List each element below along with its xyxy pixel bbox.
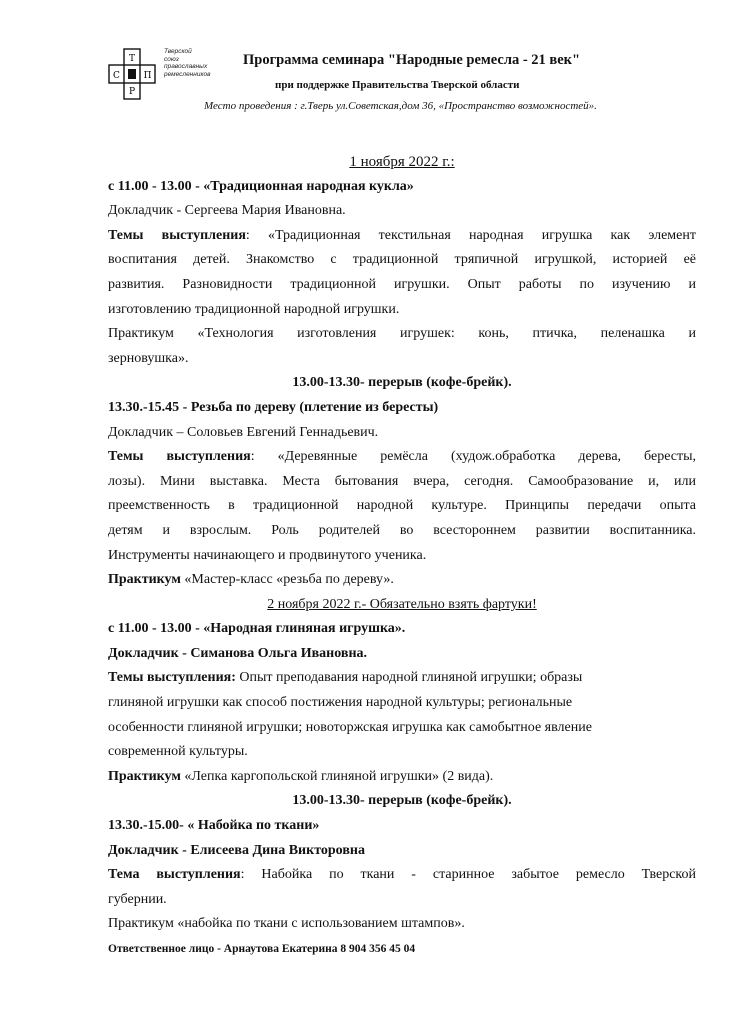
day1-session1-practice-line: Практикум «Технология изготовления игрушек: конь, птичка, пеленашка и: [108, 326, 696, 342]
day1-session1-time: с 11.00 - 13.00 - «Традиционная народная кукла»: [108, 178, 414, 194]
day1-session2-topics-line: детям и взрослым. Роль родителей во всестороннем развитии воспитанника.: [108, 522, 696, 538]
contact-footer: Ответственное лицо - Арнаутова Екатерина 8 904 356 45 04: [108, 943, 416, 955]
document-header: [108, 44, 708, 124]
day2-session1-time: с 11.00 - 13.00 - «Народная глиняная игрушка».: [108, 621, 406, 637]
day1-session1-topics-line: воспитания детей. Знакомство с традиционной тряпичной игрушкой, историей её: [108, 252, 696, 268]
day2-session2-speaker: Докладчик - Елисеева Дина Викторовна: [108, 842, 365, 858]
day2-session1-topics-line: современной культуры.: [108, 744, 248, 760]
topics-label: Темы выступления: [108, 449, 251, 465]
day2-session1-speaker: Докладчик - Симанова Ольга Ивановна.: [108, 645, 368, 661]
day1-session2-topics-line: преемственность в традиционной народной культуре. Принципы передачи опыта: [108, 498, 696, 514]
day2-session1-topics-line: особенности глиняной игрушки; новоторжская игрушка как самобытное явление: [108, 719, 592, 735]
day1-session1-topics-line: изготовлению традиционной народной игрушки.: [108, 301, 400, 317]
day2-session2-time: 13.30.-15.00- « Набойка по ткани»: [108, 818, 320, 834]
day1-session1-topics-line: развития. Разновидности традиционной игрушки. Опыт работы по изучению и: [108, 276, 696, 292]
day1-session2-topics-line: Темы выступления: «Деревянные ремёсла (худож.обработка дерева, бересты,: [108, 449, 696, 465]
day1-session2-speaker: Докладчик – Соловьев Евгений Геннадьевич.: [108, 424, 379, 440]
day1-session2-topics-line: лозы). Мини выставка. Места бытования вчера, сегодня. Самообразование и, или: [108, 473, 696, 489]
day1-session2-topics-line: Инструменты начинающего и продвинутого ученика.: [108, 547, 427, 563]
document-title: Программа семинара "Народные ремесла - 21 век": [243, 52, 581, 68]
svg-text:П: П: [143, 71, 152, 81]
day1-session2-practice: Практикум «Мастер-класс «резьба по дереву».: [108, 572, 394, 588]
day2-break: 13.00-13.30- перерыв (кофе-брейк).: [292, 793, 512, 809]
day2-session1-practice: Практикум «Лепка каргопольской глиняной игрушки» (2 вида).: [108, 768, 494, 784]
day2-date: 2 ноября 2022 г.- Обязательно взять фартуки!: [267, 596, 537, 612]
day2-session2-topics-line: губернии.: [108, 891, 167, 907]
svg-text:С: С: [113, 71, 120, 81]
day2-session2-topics-line: Тема выступления: Набойка по ткани - старинное забытое ремесло Тверской: [108, 867, 697, 883]
day2-session1-topics-line: глиняной игрушки как способ постижения народной культуры; региональные: [108, 695, 573, 711]
topics-label: Тема выступления: [108, 867, 241, 883]
day1-session1-topics-line: Темы выступления: «Традиционная текстильная народная игрушка как элемент: [108, 227, 696, 243]
logo-caption: Тверской союз православных ремесленников: [164, 48, 211, 78]
day1-date: 1 ноября 2022 г.:: [349, 154, 455, 170]
day1-break: 13.00-13.30- перерыв (кофе-брейк).: [292, 375, 512, 391]
svg-text:Р: Р: [128, 87, 136, 97]
day2-session2-practice: Практикум «набойка по ткани с использованием штампов».: [108, 916, 465, 932]
day1-session2-time: 13.30.-15.45 - Резьба по дереву (плетение из бересты): [108, 399, 439, 415]
svg-text:Т: Т: [128, 54, 136, 64]
venue-line: Место проведения : г.Тверь ул.Советская,дом 36, «Пространство возможностей».: [204, 100, 597, 112]
topics-label: Темы выступления: [108, 227, 246, 243]
day1-session1-speaker: Докладчик - Сергеева Мария Ивановна.: [108, 203, 346, 219]
topics-label: Темы выступления:: [108, 670, 236, 686]
organization-logo: [108, 48, 156, 100]
day2-session1-topics-line: Темы выступления: Опыт преподавания народной глиняной игрушки; образы: [108, 670, 583, 686]
document-subtitle: при поддержке Правительства Тверской области: [275, 79, 520, 91]
day1-session1-practice-line: зерновушка».: [108, 350, 189, 366]
program-body: [108, 150, 696, 962]
